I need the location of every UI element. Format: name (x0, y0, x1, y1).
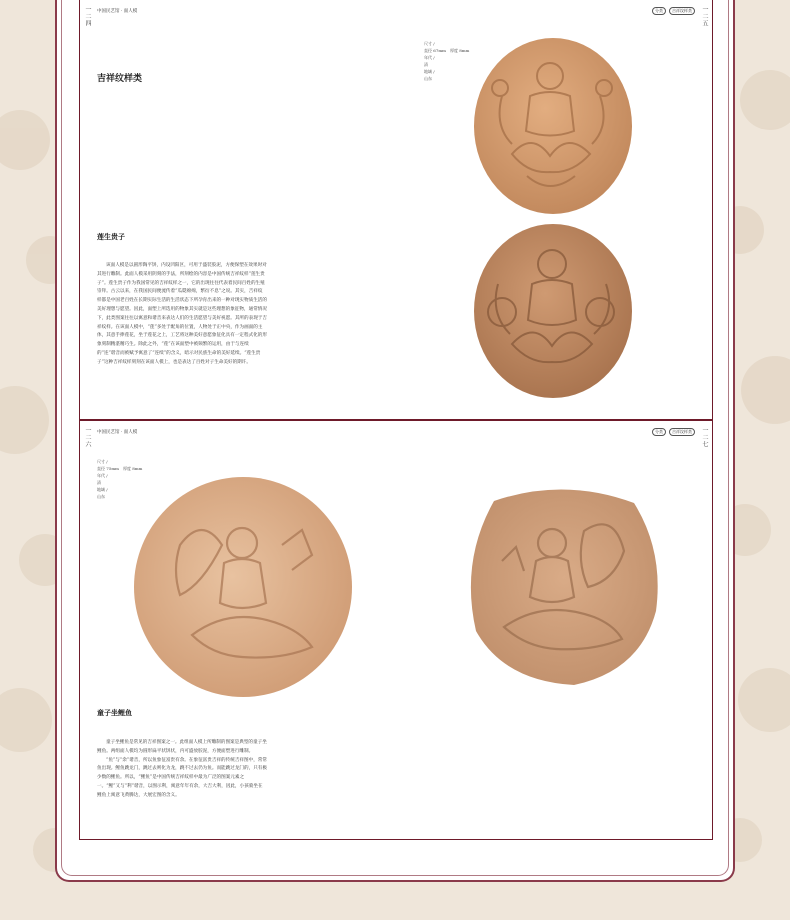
page-number: 一二六 (84, 427, 91, 448)
page-number: 一二七 (701, 427, 708, 448)
clay-mold-photo-child-carp-2 (464, 481, 662, 687)
spec-value-size: 直径 75mm 厚度 8mm (97, 466, 143, 471)
spec-label-era: 年代 / (424, 55, 435, 60)
category-badge: 吉祥纹样类 (669, 428, 695, 436)
running-header-right (652, 427, 708, 448)
spec-label-region: 地域 / (97, 487, 108, 492)
spec-label-size: 尺寸 / (424, 41, 435, 46)
item-title: 童子坐鲤鱼 (97, 708, 132, 717)
category-badge: 分类 (652, 428, 666, 436)
spec-value-era: 清 (424, 62, 428, 67)
clay-mold-photo-lotus-child-2 (472, 222, 634, 400)
description-paragraph: 童子坐鲤鱼是常见的吉祥图案之一。此组面人模上所雕制的图案是典型的童子坐鲤鱼。两组面人模均为圆形扁平状饼状，内可盛放胶泥，方便面塑进行雕制。 (97, 740, 267, 754)
running-header-left (84, 6, 137, 27)
section-title: 吉祥纹样类 (97, 74, 143, 84)
item-description (97, 262, 267, 368)
description-paragraph: “鱼”与“余”谐音，所以鱼象征富贵有余。在象征富贵吉祥的传统吉祥图中，常常鱼出现。鲤鱼跳龙门，跳过去则化为龙，跳不过去仍为鱼。而能跳过龙门的，只有极少数的鲤鱼。所以，“鲤鱼”是中国传统吉祥纹样中最为广泛的图案元素之一。“鲤”又与“利”谐音，以图示利，寓意年年有余，大吉大利，因此，小孩骑坐在鲤鱼上寓意飞黄腾达，大展宏图的含义。 (97, 757, 267, 798)
spec-label-era: 年代 / (97, 473, 108, 478)
running-title: 中国民艺馆 · 面人模 (97, 9, 138, 14)
spec-value-size: 直径 67mm 厚度 8mm (424, 48, 470, 53)
clay-mold-photo-lotus-child-1 (472, 36, 634, 216)
spec-label-region: 地域 / (424, 69, 435, 74)
spec-value-region: 山东 (424, 76, 432, 81)
running-title: 中国民艺馆 · 面人模 (97, 430, 138, 435)
spec-value-era: 清 (97, 480, 101, 485)
item-title: 莲生贵子 (97, 232, 125, 241)
book-spread-1 (79, 0, 713, 420)
spec-label-size: 尺寸 / (97, 459, 108, 464)
item-description (97, 739, 267, 801)
running-header-right (652, 6, 708, 27)
description-paragraph: 该面人模是以圆形陶平饼，内设凹阳区，可用于盛装胶泥，方便保塑在效果时对其进行雕制。此面人模采用阴刻的手法，所刻绘的内容是中国传统吉祥纹样“莲生贵子”。莲生贵子作为我国常见的吉祥纹样之一，它的出现往往代表着民间百姓的生殖崇拜。古云以来，在我国民间便流传着“瓜瓞绵绵，繁衍不息”之说。其实，吉祥纹样都是中国老百姓在长期实际生活的生活状态下所孕育出来的一种对现实物质生活的美好理想与愿望。因此，面塑上所选用的物象其实就是这些理想的象征物，通常情况下，此类图案往往以寓意和谐音来表达人们的生活愿望与美好祝愿。其所的表现于吉祥纹样。在该面人模中，“莲”多处于配角的位置，人物处于正中央，作为画面的主体，其意手捧莲花，坐于莲花之上，工艺将这种美好意愿象征化具有一定程式化的形象刻制精湛精巧生。除此之外，“莲”在该面塑中被频繁的运用，由于与连续的“连”谐音而被赋予寓意了“连续”的含义，暗示对民族生命的美好延续。“莲生贵子”这种吉祥纹样刻刻在该面人模上，也是表达了百姓对子生命美好的期许。 (97, 263, 267, 365)
category-badge: 吉祥纹样类 (669, 7, 695, 15)
book-spread-2 (79, 420, 713, 840)
page-number: 一二四 (84, 6, 91, 27)
spec-value-region: 山东 (97, 494, 105, 499)
running-header-left (84, 427, 137, 448)
page-number: 一二五 (701, 6, 708, 27)
item-specs (424, 40, 469, 82)
category-badge: 分类 (652, 7, 666, 15)
clay-mold-photo-child-carp-1 (132, 475, 354, 699)
